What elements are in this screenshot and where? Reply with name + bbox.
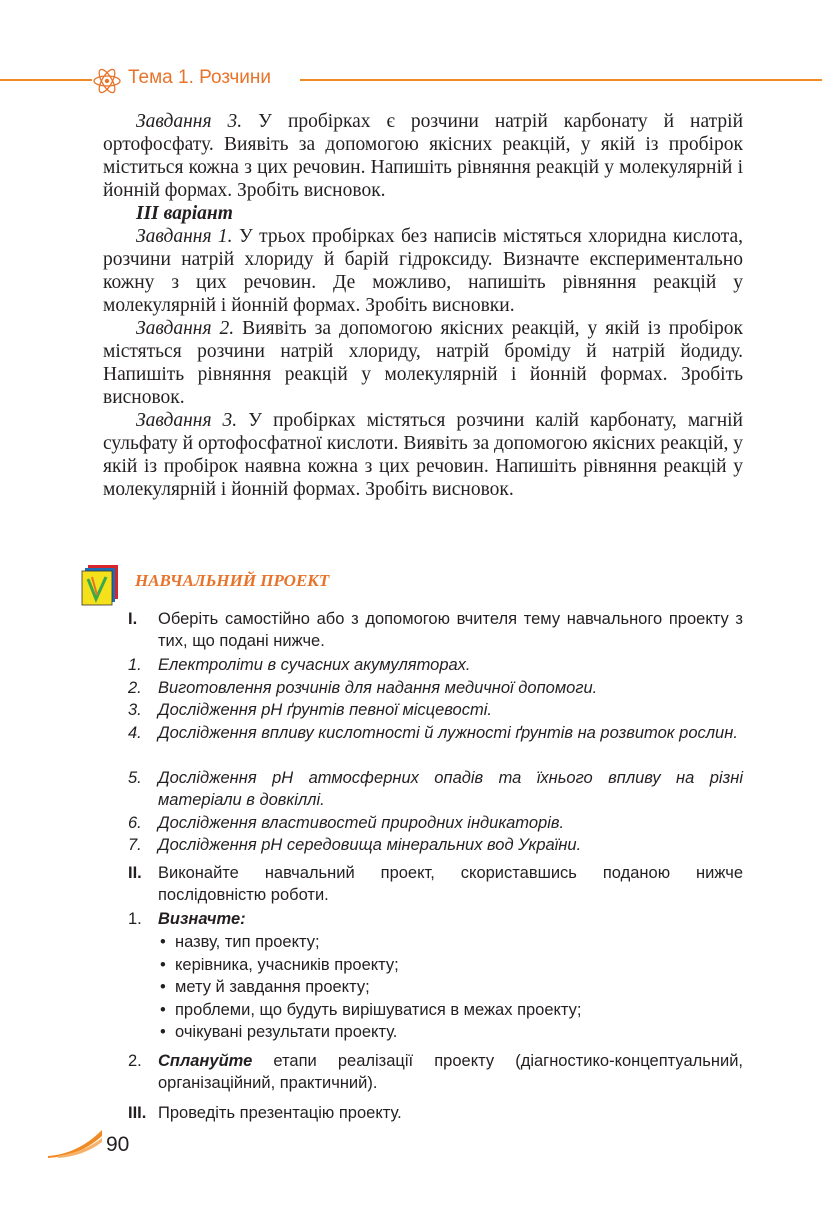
topic-text: Виготовлення розчинів для надання медичної допомоги.	[158, 679, 598, 697]
task-body: Виявіть за допомогою якісних реакцій, у якій із пробірок містяться розчини натрій хлориду, натрій броміду й натрій йодиду. Напишіть рівняння реакцій у молекулярній і йонній формах. Зробіть висновок.	[103, 318, 744, 408]
header-rule-left	[0, 79, 92, 81]
substep-text	[158, 1050, 743, 1094]
substep-number: 2.	[128, 1052, 142, 1070]
task-body: У трьох пробірках без написів містяться хлоридна кислота, розчини натрій хлориду й барій гідроксиду. Визначте експериментально кожну з цих речовин. Де можливо, напишіть рівняння реакцій у молекулярній і йонній формах. Зробіть висновки.	[103, 226, 743, 316]
bullet-text: мету й завдання проекту;	[175, 978, 370, 996]
topic-text: Дослідження рН ґрунтів певної місцевості.	[158, 701, 492, 719]
bullet-text: очікувані результати проекту.	[175, 1023, 398, 1041]
bullet-dot: •	[160, 1001, 166, 1019]
substep-label: Визначте:	[158, 910, 246, 928]
bullet-dot: •	[160, 956, 166, 974]
bullet-text: проблеми, що будуть вирішуватися в межах проекту;	[175, 1001, 582, 1019]
step-text: Проведіть презентацію проекту.	[158, 1104, 402, 1122]
topic-text: Електроліти в сучасних акумуляторах.	[158, 656, 471, 674]
bullet-dot: •	[160, 978, 166, 996]
page-header	[0, 62, 822, 98]
variant-heading: ІІІ варіант	[136, 203, 233, 224]
chapter-title: Тема 1. Розчини	[128, 67, 272, 88]
bullet-text: назву, тип проекту;	[175, 933, 320, 951]
task-paragraph	[103, 409, 743, 501]
task-label: Завдання 3.	[136, 111, 243, 132]
topic-text: Дослідження властивостей природних індикаторів.	[158, 814, 565, 832]
bullet-dot: •	[160, 933, 166, 951]
task-body: У пробірках є розчини натрій карбонату й натрій ортофосфату. Виявіть за допомогою якісних реакцій, у якій із пробірок міститься кожна з цих речовин. Напишіть рівняння реакцій у молекулярній і йонній формах. Зробіть висновок.	[103, 111, 744, 201]
task-text	[103, 110, 743, 501]
substep-text	[158, 908, 743, 930]
atom-icon	[91, 65, 123, 97]
task-body: У пробірках містяться розчини калій карбонату, магній сульфату й ортофосфатної кислоти. Виявіть за допомогою якісних реакцій, у якій із пробірок наявна кожна з цих речовин. Напишіть рівняння реакцій у молекулярній і йонній формах. Зробіть висновок.	[103, 410, 743, 500]
topic-text: Дослідження рН атмосферних опадів та їхнього впливу на різні матеріали в довкіллі.	[158, 769, 743, 809]
topic-text: Дослідження впливу кислотності й лужності ґрунтів на розвиток рослин.	[158, 724, 738, 742]
task-label: Завдання 3.	[136, 410, 238, 431]
topic-number: 6.	[128, 814, 142, 832]
step-number: ІІ.	[128, 864, 142, 882]
task-label: Завдання 2.	[136, 318, 235, 339]
topic-text: Дослідження рН середовища мінеральних вод України.	[158, 836, 582, 854]
page-number: 90	[106, 1133, 130, 1156]
task-label: Завдання 1.	[136, 226, 233, 247]
step-number: ІІІ.	[128, 1104, 147, 1122]
task-paragraph	[103, 317, 743, 409]
bullet-text: керівника, учасників проекту;	[175, 956, 399, 974]
page-corner-decoration	[48, 1128, 104, 1158]
substep-body: етапи реалізації проекту (діагностико-концептуальний, організаційний, практичний).	[158, 1052, 743, 1092]
substep-number: 1.	[128, 910, 142, 928]
bullet-dot: •	[160, 1023, 166, 1041]
task-paragraph	[103, 110, 743, 202]
step-number: І.	[128, 610, 138, 628]
topic-number: 4.	[128, 724, 142, 742]
substep-label: Сплануйте	[158, 1052, 253, 1070]
topic-number: 2.	[128, 679, 142, 697]
step-text: Виконайте навчальний проект, скориставшись поданою нижче послідовністю роботи.	[158, 864, 743, 904]
topic-number: 7.	[128, 836, 142, 854]
topic-number: 5.	[128, 769, 142, 787]
topic-number: 3.	[128, 701, 142, 719]
header-rule-right	[300, 79, 822, 81]
project-title: НАВЧАЛЬНИЙ ПРОЕКТ	[135, 571, 330, 590]
step-text: Оберіть самостійно або з допомогою вчителя тему навчального проекту з тих, що подані нижче.	[158, 610, 743, 650]
topic-number: 1.	[128, 656, 142, 674]
project-icon	[80, 565, 120, 607]
task-paragraph	[103, 225, 743, 317]
